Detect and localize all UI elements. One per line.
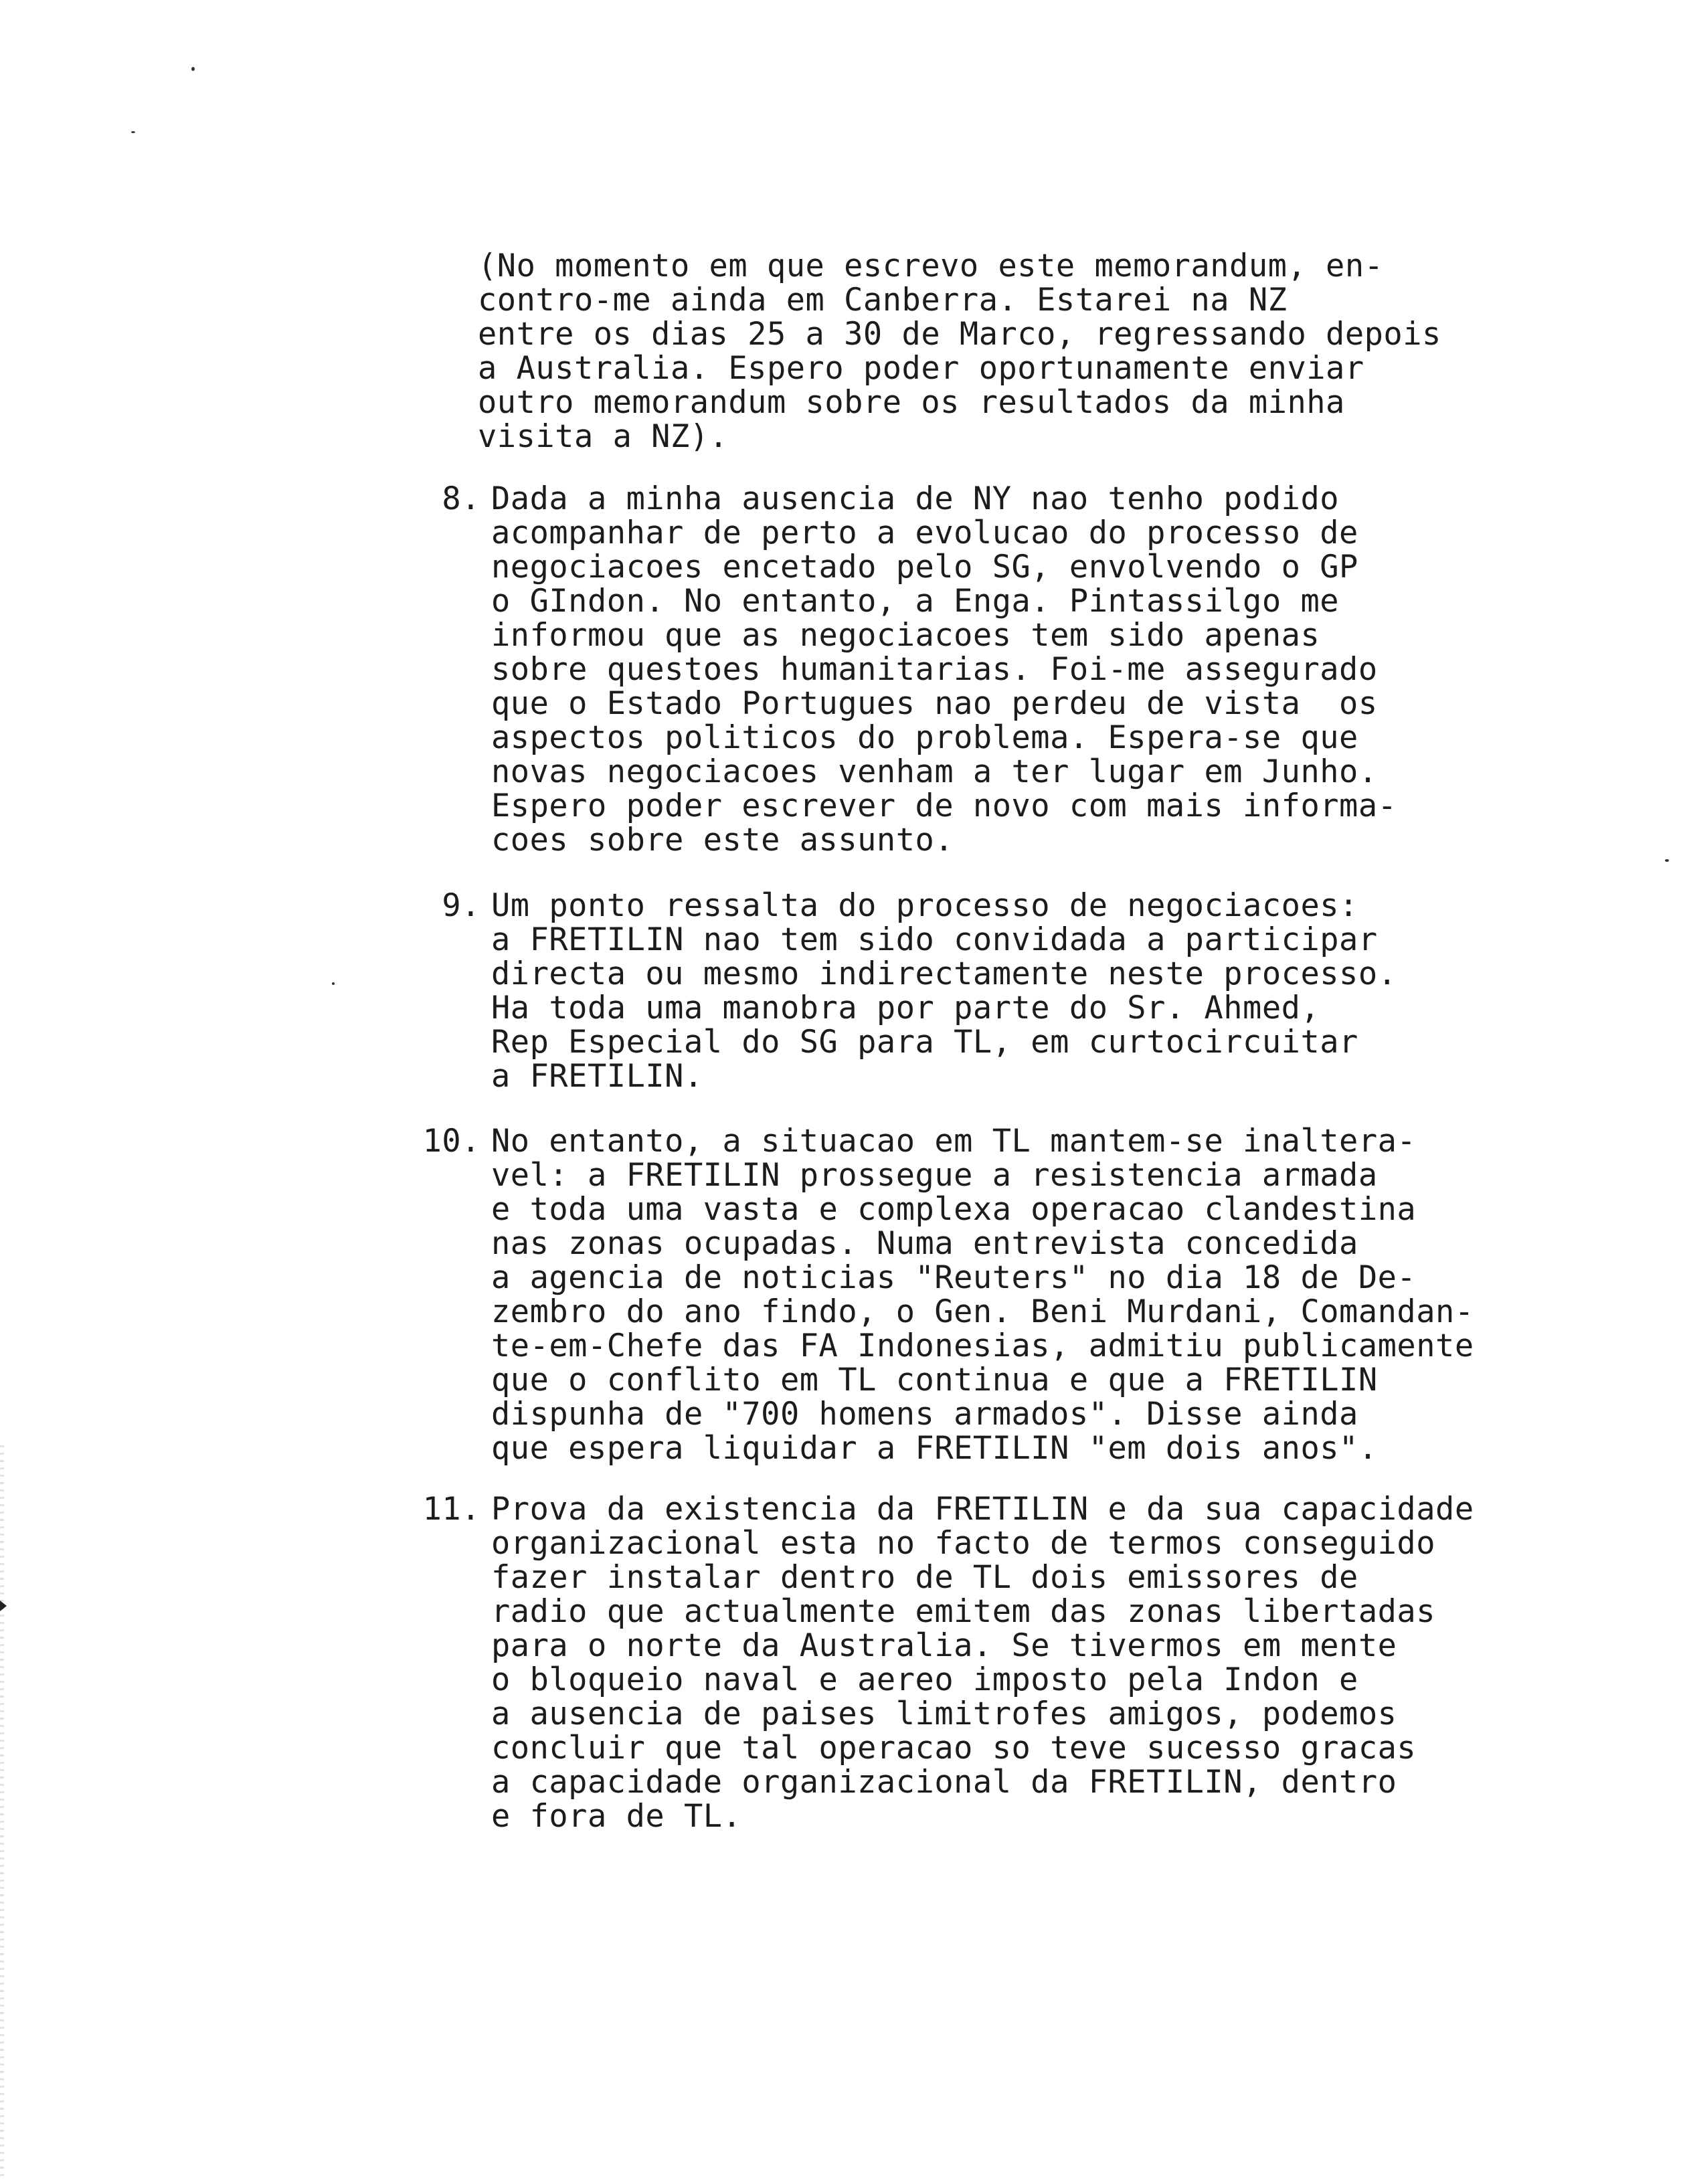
scan-edge-mark bbox=[0, 1601, 7, 1611]
intro-line: entre os dias 25 a 30 de Marco, regressando depois bbox=[478, 316, 1441, 353]
item-line: Rep Especial do SG para TL, em curtocircuitar bbox=[491, 1024, 1358, 1061]
item-10-paragraph bbox=[491, 1124, 1474, 1465]
item-line: informou que as negociacoes tem sido apenas bbox=[491, 617, 1320, 654]
item-line: te-em-Chefe das FA Indonesias, admitiu publicamente bbox=[491, 1328, 1474, 1364]
item-line: Ha toda uma manobra por parte do Sr. Ahmed, bbox=[491, 990, 1320, 1026]
item-line: para o norte da Australia. Se tivermos em mente bbox=[491, 1627, 1397, 1664]
scan-speck bbox=[191, 67, 195, 71]
item-line: que o conflito em TL continua e que a FRETILIN bbox=[491, 1362, 1378, 1398]
item-line: radio que actualmente emitem das zonas libertadas bbox=[491, 1593, 1436, 1630]
item-line: novas negociacoes venham a ter lugar em Junho. bbox=[491, 753, 1378, 790]
item-line: coes sobre este assunto. bbox=[491, 822, 954, 858]
item-line: a capacidade organizacional da FRETILIN, dentro bbox=[491, 1764, 1397, 1801]
item-line: directa ou mesmo indirectamente neste processo. bbox=[491, 955, 1397, 992]
item-line: negociacoes encetado pelo SG, envolvendo o GP bbox=[491, 549, 1358, 585]
item-number: 9. bbox=[442, 887, 480, 924]
item-11-paragraph bbox=[491, 1492, 1474, 1833]
item-line: o bloqueio naval e aereo imposto pela Indon e bbox=[491, 1661, 1358, 1698]
intro-line: contro-me ainda em Canberra. Estarei na NZ bbox=[478, 282, 1288, 318]
intro-line: (No momento em que escrevo este memorandum, en- bbox=[478, 248, 1384, 284]
scan-speck bbox=[1665, 859, 1669, 862]
item-line: a FRETILIN nao tem sido convidada a participar bbox=[491, 921, 1378, 958]
item-line: nas zonas ocupadas. Numa entrevista concedida bbox=[491, 1225, 1358, 1262]
item-line: e fora de TL. bbox=[491, 1798, 742, 1835]
item-line: dispunha de "700 homens armados". Disse ainda bbox=[491, 1396, 1358, 1433]
item-line: organizacional esta no facto de termos conseguido bbox=[491, 1525, 1436, 1562]
item-line: a FRETILIN. bbox=[491, 1058, 703, 1095]
item-line: acompanhar de perto a evolucao do processo de bbox=[491, 515, 1358, 551]
item-line: No entanto, a situacao em TL mantem-se inaltera- bbox=[491, 1123, 1417, 1160]
item-line: o GIndon. No entanto, a Enga. Pintassilgo me bbox=[491, 583, 1340, 620]
intro-line: outro memorandum sobre os resultados da minha bbox=[478, 384, 1345, 421]
item-line: a ausencia de paises limitrofes amigos, podemos bbox=[491, 1696, 1397, 1732]
intro-line: a Australia. Espero poder oportunamente enviar bbox=[478, 350, 1364, 387]
item-line: a agencia de noticias "Reuters" no dia 18 de De- bbox=[491, 1259, 1417, 1296]
item-line: aspectos politicos do problema. Espera-se que bbox=[491, 719, 1358, 756]
item-line: zembro do ano findo, o Gen. Beni Murdani, Comandan- bbox=[491, 1293, 1474, 1330]
item-line: que espera liquidar a FRETILIN "em dois anos". bbox=[491, 1430, 1378, 1467]
intro-paragraph bbox=[478, 249, 1441, 454]
scan-speck bbox=[131, 131, 135, 133]
item-8-paragraph bbox=[491, 482, 1397, 857]
item-line: que o Estado Portugues nao perdeu de vista os bbox=[491, 685, 1378, 722]
item-line: Dada a minha ausencia de NY nao tenho podido bbox=[491, 480, 1340, 517]
scan-edge-noise bbox=[0, 1445, 4, 2181]
item-line: Prova da existencia da FRETILIN e da sua capacidade bbox=[491, 1491, 1474, 1528]
item-line: fazer instalar dentro de TL dois emissores de bbox=[491, 1559, 1358, 1596]
item-number: 8. bbox=[442, 480, 480, 517]
item-line: vel: a FRETILIN prossegue a resistencia armada bbox=[491, 1157, 1378, 1194]
item-line: sobre questoes humanitarias. Foi-me assegurado bbox=[491, 651, 1378, 688]
item-number: 10. bbox=[422, 1123, 480, 1160]
item-number: 11. bbox=[422, 1491, 480, 1528]
item-line: concluir que tal operacao so teve sucesso gracas bbox=[491, 1730, 1417, 1766]
item-line: Espero poder escrever de novo com mais informa- bbox=[491, 788, 1397, 824]
item-line: Um ponto ressalta do processo de negociacoes: bbox=[491, 887, 1358, 924]
intro-line: visita a NZ). bbox=[478, 418, 729, 455]
item-line: e toda uma vasta e complexa operacao clandestina bbox=[491, 1191, 1417, 1228]
scan-speck bbox=[332, 982, 335, 985]
item-9-paragraph bbox=[491, 889, 1397, 1093]
